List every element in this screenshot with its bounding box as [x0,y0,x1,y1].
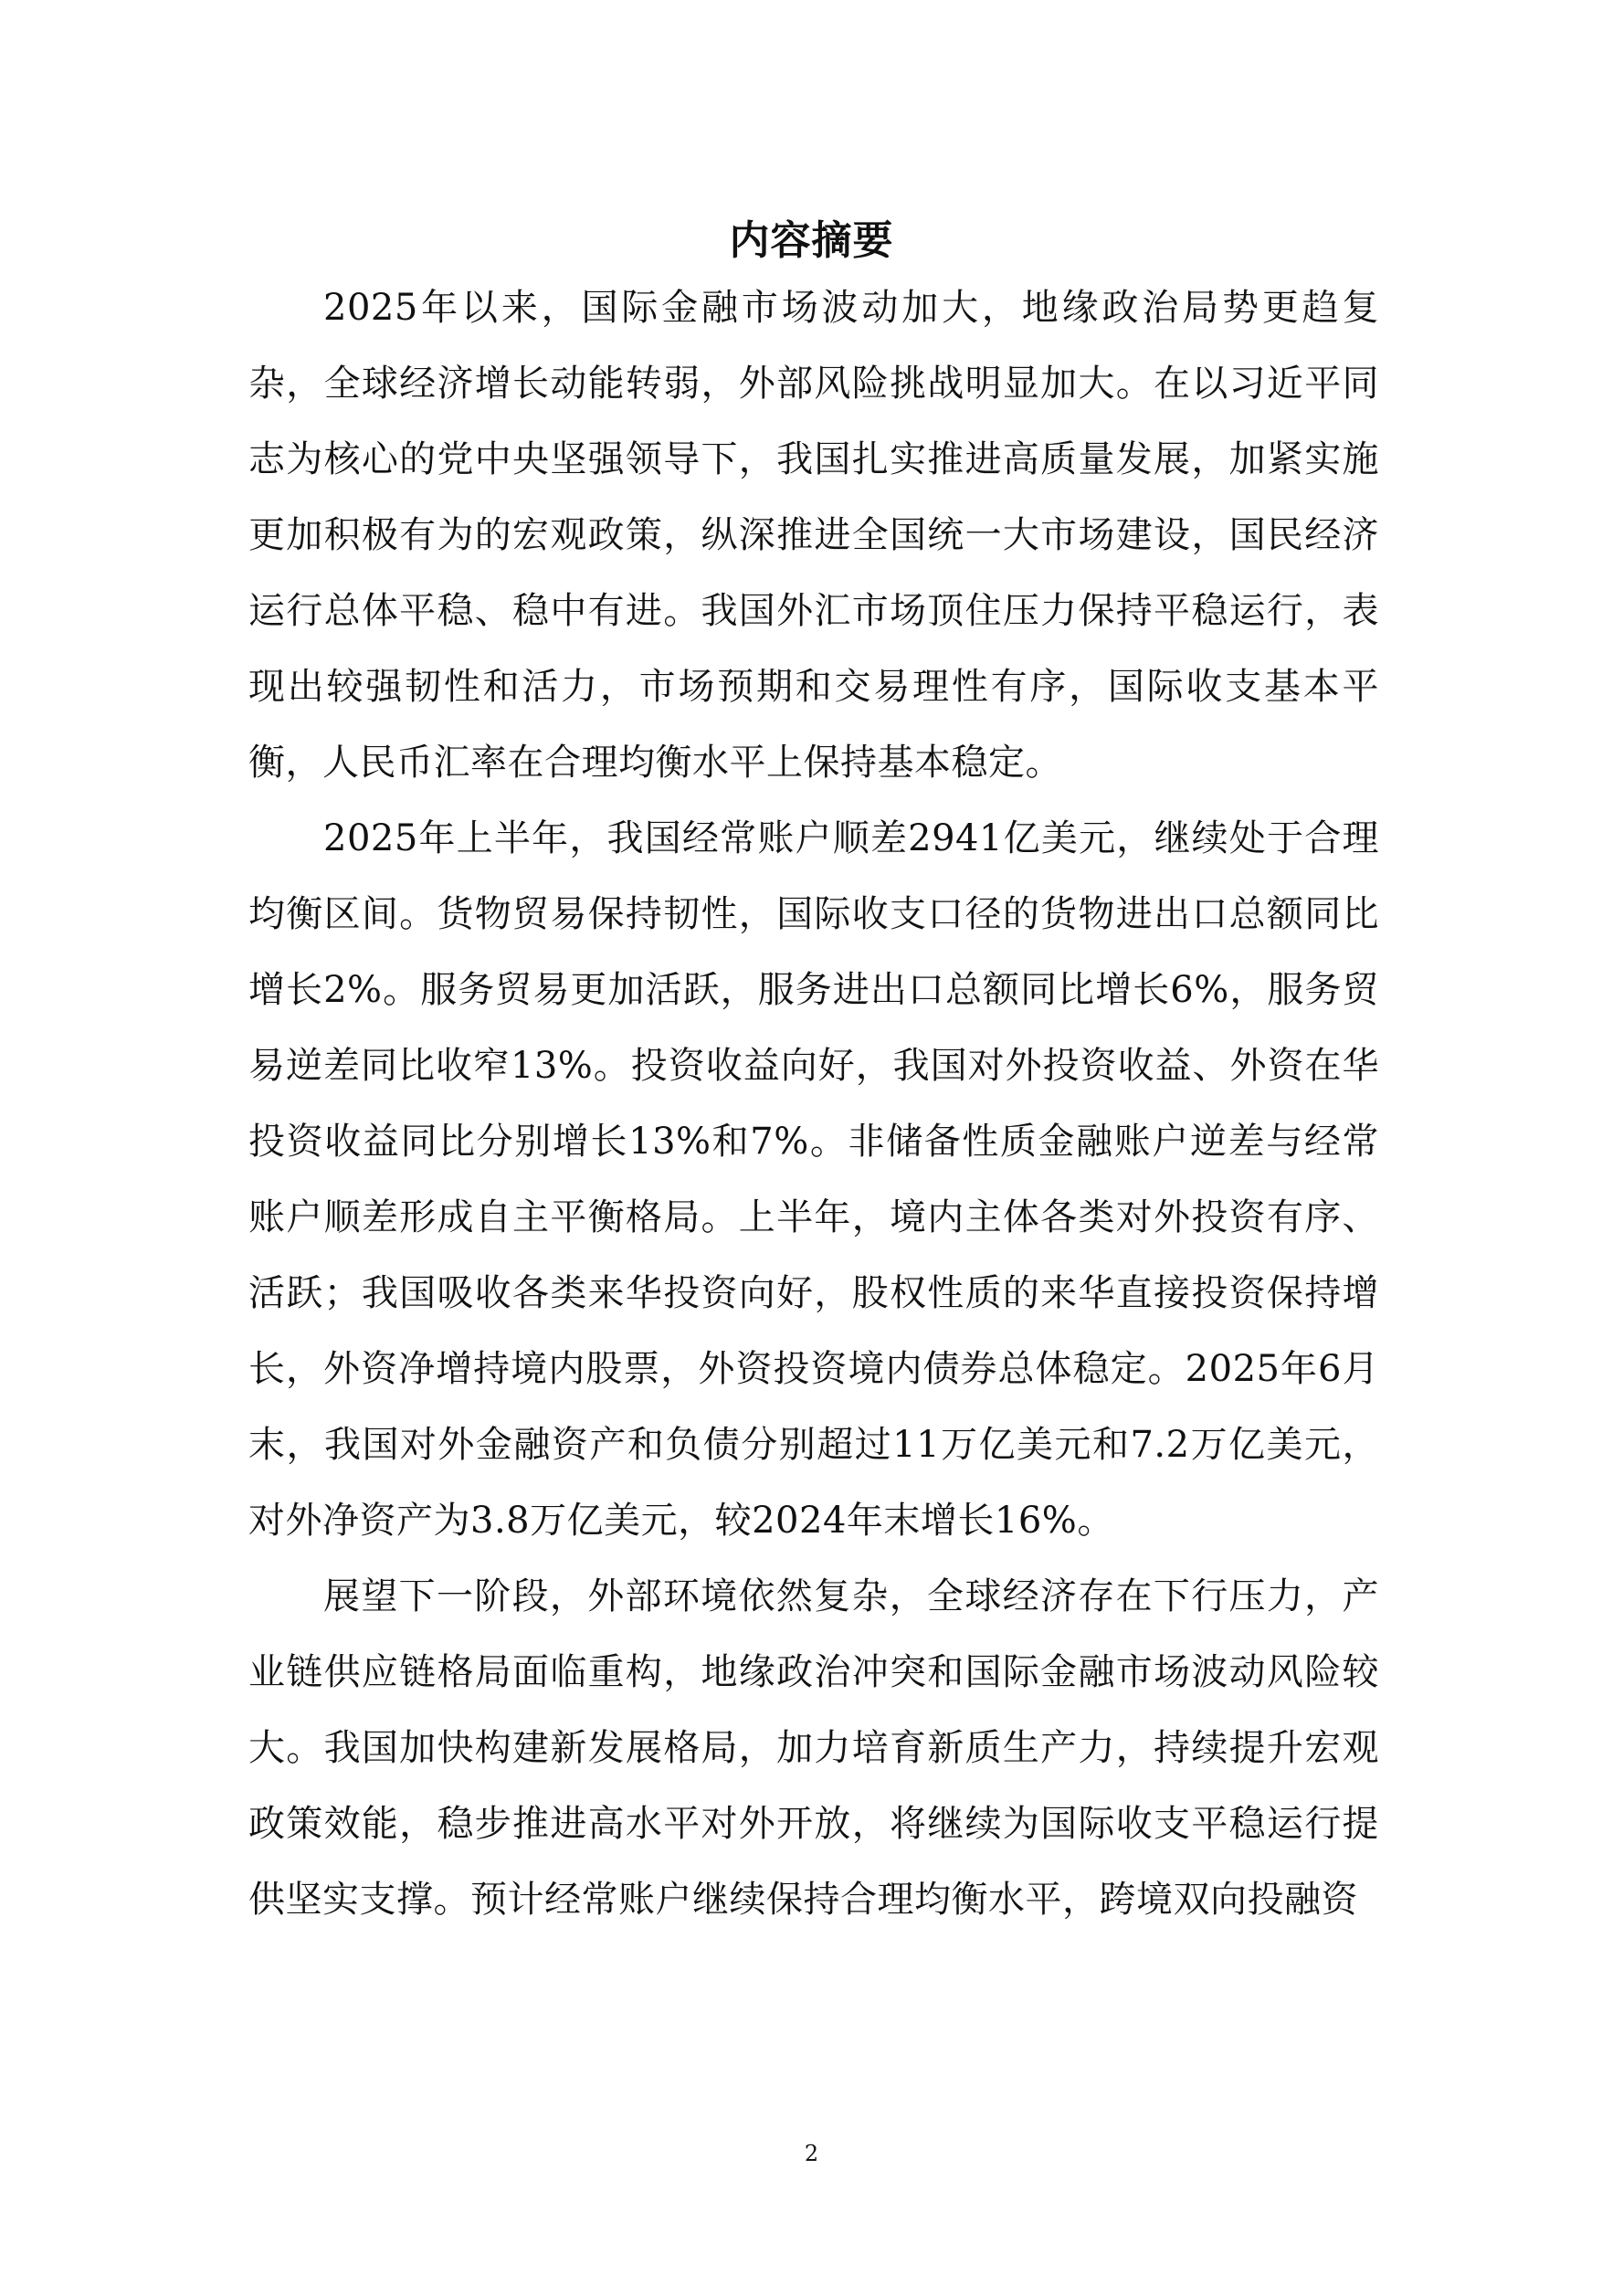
page-number: 2 [804,2141,819,2166]
abstract-body [248,270,1379,1938]
paragraph-overview: 2025年以来，国际金融市场波动加大，地缘政治局势更趋复杂，全球经济增长动能转弱，外部风险挑战明显加大。在以习近平同志为核心的党中央坚强领导下，我国扎实推进高质量发展，加紧实施更加积极有为的宏观政策，纵深推进全国统一大市场建设，国民经济运行总体平稳、稳中有进。我国外汇市场顶住压力保持平稳运行，表现出较强韧性和活力，市场预期和交易理性有序，国际收支基本平衡，人民币汇率在合理均衡水平上保持基本稳定。 [248,287,1379,784]
paragraph-outlook: 展望下一阶段，外部环境依然复杂，全球经济存在下行压力，产业链供应链格局面临重构，地缘政治冲突和国际金融市场波动风险较大。我国加快构建新发展格局，加力培育新质生产力，持续提升宏观政策效能，稳步推进高水平对外开放，将继续为国际收支平稳运行提供坚实支撑。预计经常账户继续保持合理均衡水平，跨境双向投融资 [248,1575,1379,1921]
page-title: 内容摘要 [729,217,894,264]
paragraph-first-half-2025: 2025年上半年，我国经常账户顺差2941亿美元，继续处于合理均衡区间。货物贸易保持韧性，国际收支口径的货物进出口总额同比增长2%。服务贸易更加活跃，服务进出口总额同比增长6%，服务贸易逆差同比收窄13%。投资收益向好，我国对外投资收益、外资在华投资收益同比分别增长13%和7%。非储备性质金融账户逆差与经常账户顺差形成自主平衡格局。上半年，境内主体各类对外投资有序、活跃；我国吸收各类来华投资向好，股权性质的来华直接投资保持增长，外资净增持境内股票，外资投资境内债券总体稳定。2025年6月末，我国对外金融资产和负债分别超过11万亿美元和7.2万亿美元，对外净资产为3.8万亿美元，较2024年末增长16%。 [248,817,1379,1542]
